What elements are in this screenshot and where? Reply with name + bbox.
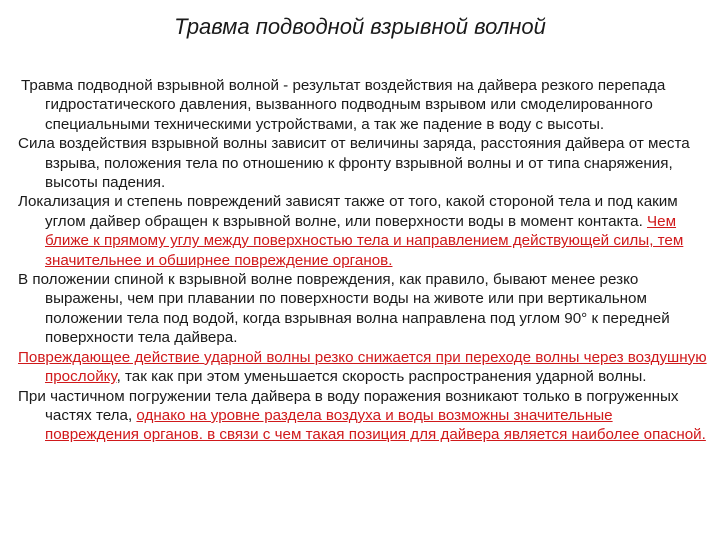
paragraph: [18, 76, 708, 134]
paragraph-text: Травма подводной взрывной волной - результат воздействия на дайвера резкого перепада гидростатического давления, вызванного подводным взрывом или смоделированного специальными техническими устройствами, а так же падение в воду с высоты.: [21, 77, 666, 133]
paragraph: [18, 348, 708, 387]
paragraph-text: Сила воздействия взрывной волны зависит от величины заряда, расстояния дайвера от места взрыва, положения тела по отношению к фронту взрывной волны и от типа снаряжения, высоты падения.: [18, 135, 690, 192]
slide-body: [18, 76, 708, 445]
highlighted-text: однако на уровне раздела воздуха и воды возможны значительные повреждения органов. в связи с чем такая позиция для дайвера является наиболее опасной.: [45, 406, 706, 444]
paragraph: [18, 134, 708, 192]
slide-title: Травма подводной взрывной волной: [174, 14, 546, 39]
paragraph-text: В положении спиной к взрывной волне повреждения, как правило, бывают менее резко выражены, чем при плавании по поверхности воды на животе или при вертикальном положении тела под водой, когда взрывная волна направлена под углом 90° к передней поверхности тела дайвера.: [18, 271, 670, 347]
paragraph-text: При частичном погружении тела дайвера в воду поражения возникают только в погруженных частях тела,: [18, 387, 679, 424]
highlighted-text: Чем ближе к прямому углу между поверхностью тела и направлением действующей силы, тем значительнее и обширнее повреждение органов.: [45, 212, 684, 269]
paragraph-text: , так как при этом уменьшается скорость распространения ударной волны.: [116, 368, 647, 386]
paragraph: [18, 387, 708, 445]
paragraph: [18, 270, 708, 348]
highlighted-text: Повреждающее действие ударной волны резко снижается при переходе волны через воздушную прослойку: [18, 348, 707, 386]
paragraph-text: Локализация и степень повреждений зависят также от того, какой стороной тела и под каким углом дайвер обращен к взрывной волне, или поверхности воды в момент контакта.: [18, 193, 678, 230]
paragraph: [18, 192, 708, 270]
